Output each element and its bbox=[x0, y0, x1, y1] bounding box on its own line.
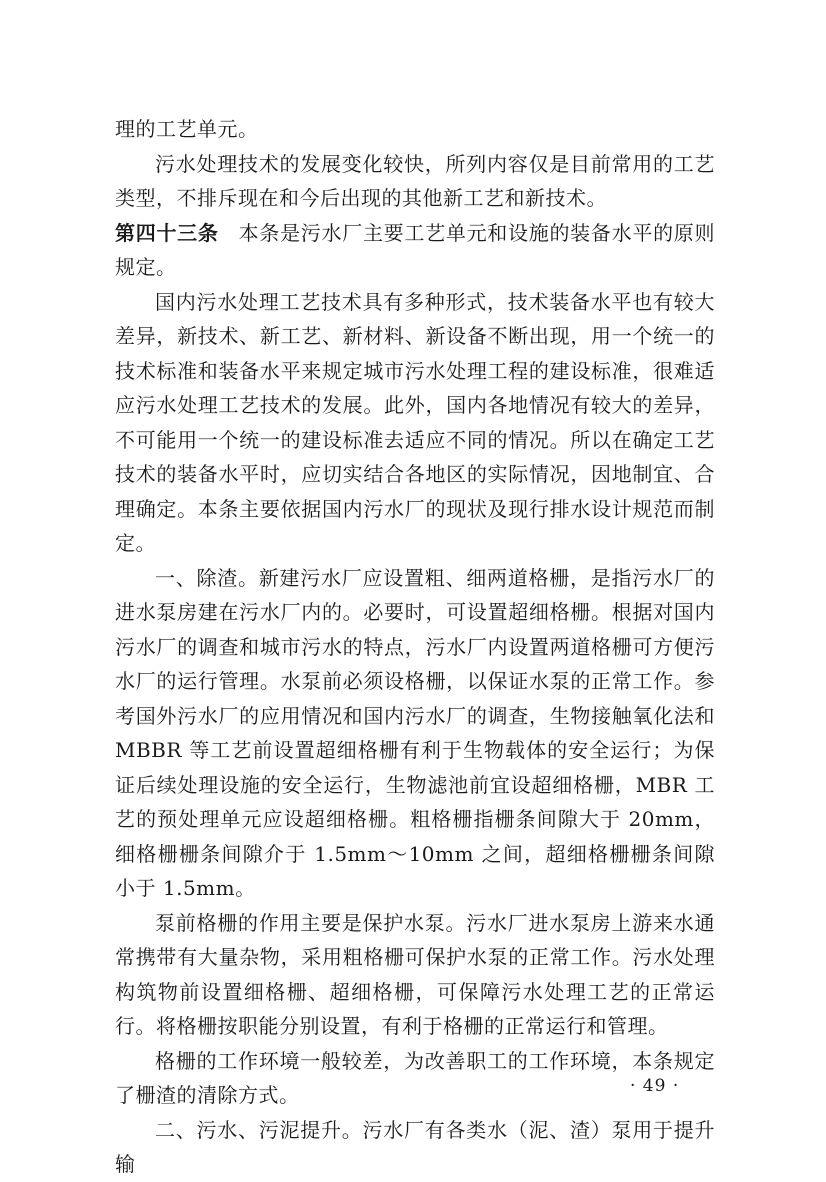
article-43-text: 本条是污水厂主要工艺单元和设施的装备水平的原则规定。 bbox=[115, 220, 716, 279]
paragraph-lifting: 二、污水、污泥提升。污水厂有各类水（泥、渣）泵用于提升输 bbox=[115, 1117, 715, 1176]
paragraph-article-43 bbox=[115, 216, 715, 285]
paragraph-tech-development: 污水处理技术的发展变化较快，所列内容仅是目前常用的工艺类型，不排斥现在和今后出现的其他新工艺和新技术。 bbox=[115, 151, 715, 210]
page-body bbox=[115, 112, 715, 1182]
page-number: · 49 · bbox=[630, 1076, 680, 1096]
paragraph-continuation: 理的工艺单元。 bbox=[115, 117, 259, 141]
paragraph-screen-environment: 格栅的工作环境一般较差，为改善职工的工作环境，本条规定了栅渣的清除方式。 bbox=[115, 1048, 715, 1107]
paragraph-pump-screen: 泵前格栅的作用主要是保护水泵。污水厂进水泵房上游来水通常携带有大量杂物，采用粗格栅可保护水泵的正常工作。污水处理构筑物前设置细格栅、超细格栅，可保障污水处理工艺的正常运行。将格栅按职能分别设置，有利于格栅的正常运行和管理。 bbox=[115, 910, 715, 1038]
paragraph-screening: 一、除渣。新建污水厂应设置粗、细两道格栅，是指污水厂的进水泵房建在污水厂内的。必要时，可设置超细格栅。根据对国内污水厂的调查和城市污水的特点，污水厂内设置两道格栅可方便污水厂的运行管理。水泵前必须设格栅，以保证水泵的正常工作。参考国外污水厂的应用情况和国内污水厂的调查，生物接触氧化法和 MBBR 等工艺前设置超细格栅有利于生物载体的安全运行；为保证后续处理设施的安全运行，生物滤池前宜设超细格栅，MBR 工艺的预处理单元应设超细格栅。粗格栅指栅条间隙大于 20mm，细格栅栅条间隙介于 1.5mm～10mm 之间，超细格栅栅条间隙小于 1.5mm。 bbox=[115, 565, 715, 900]
paragraph-domestic-tech: 国内污水处理工艺技术具有多种形式，技术装备水平也有较大差异，新技术、新工艺、新材料、新设备不断出现，用一个统一的技术标准和装备水平来规定城市污水处理工程的建设标准，很难适应污水处理工艺技术的发展。此外，国内各地情况有较大的差异，不可能用一个统一的建设标准去适应不同的情况。所以在确定工艺技术的装备水平时，应切实结合各地区的实际情况，因地制宜、合理确定。本条主要依据国内污水厂的现状及现行排水设计规范而制定。 bbox=[115, 289, 715, 555]
article-heading: 第四十三条 bbox=[115, 220, 219, 245]
